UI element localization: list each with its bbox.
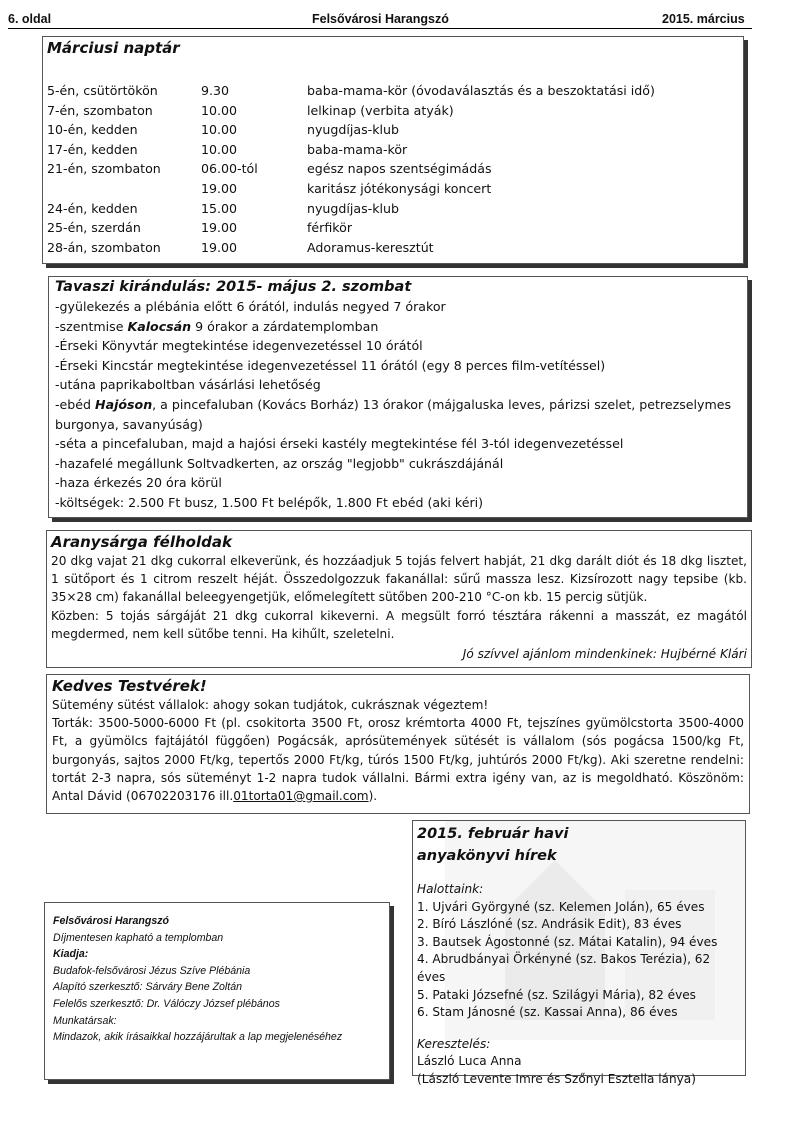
- imprint-line: Mindazok, akik írásaikkal hozzájárultak a lap megjelenéséhez: [53, 1031, 343, 1044]
- header-rule: [8, 28, 752, 29]
- calendar-time: 19.00: [201, 239, 238, 255]
- imprint-line: Díjmentesen kapható a templomban: [53, 931, 224, 944]
- imprint-paper-name: Felsővárosi Harangszó: [53, 915, 169, 927]
- calendar-row: [47, 159, 743, 179]
- calendar-time: 19.00: [201, 220, 238, 236]
- page-number: 6. oldal: [8, 12, 52, 26]
- email-link[interactable]: 01torta01@gmail.com: [233, 789, 369, 804]
- deceased-list: [417, 899, 741, 1022]
- calendar-event: férfikör: [307, 220, 353, 236]
- calendar-day: 24-én, kedden: [47, 200, 138, 216]
- trip-line: -Érseki Kincstár megtekintése idegenvezetéssel 11 órától (egy 8 perces film-vetítéssel): [55, 357, 606, 373]
- recipe-paragraph: Közben: 5 tojás sárgáját 21 dkg cukorral kikeverni. A megsült forró tésztára rákenni a masszát, ez magától megdermed, nem kell sütőbe tenni. Ha kihűlt, szeletelni.: [51, 608, 747, 641]
- calendar-time: 10.00: [201, 122, 238, 138]
- offer-paragraph: [52, 714, 744, 805]
- calendar-title: Márciusi naptár: [47, 39, 180, 57]
- imprint-line: Budafok-felsővárosi Jézus Szíve Plébánia: [53, 964, 251, 977]
- calendar-day: [47, 179, 201, 199]
- calendar-row: [47, 101, 743, 121]
- offer-line: Sütemény sütést vállalok: ahogy sokan tudjátok, cukrásznak végeztem!: [52, 698, 489, 712]
- baptism-parents: (László Levente Imre és Szőnyi Esztella lánya): [417, 1071, 696, 1086]
- calendar-row: [47, 199, 743, 219]
- trip-title: Tavaszi kirándulás: 2015- május 2. szombat: [55, 279, 412, 295]
- recipe-box: [46, 530, 752, 668]
- deceased-item: 2. Bíró Lászlóné (sz. Andrásik Edit), 83 éves: [417, 917, 682, 932]
- calendar-time: 9.30: [201, 83, 230, 98]
- calendar-day: 7-én, szombaton: [47, 102, 153, 118]
- imprint-box: [44, 902, 390, 1080]
- trip-line: -utána paprikaboltban vásárlási lehetőség: [55, 377, 321, 393]
- offer-text: Torták: 3500-5000-6000 Ft (pl. csokitorta 3500 Ft, orosz krémtorta 4000 Ft, tejszínes gyümölcstorta 3500-4000 Ft, a gyümölcs fajtájától függően) Pogácsák, aprósütemények sütését is vállalom (sós pogácsa 1500/kg Ft, burgonyás, sajtos 2000 Ft/kg, tepertős 2000 Ft/kg, túrós 1500 Ft/kg, juhtúrós 2000 Ft/kg). Aki szeretne rendelni: tortát 2-3 napra, sós süteményt 1-2 napra tudok vállalni. Bármi extra igény van, az is megoldható. Köszönöm: Antal Dávid (06702203176 ill.: [52, 716, 744, 804]
- calendar-day: 28-án, szombaton: [47, 239, 161, 255]
- deceased-item: 5. Pataki Józsefné (sz. Szilágyi Mária), 82 éves: [417, 987, 696, 1002]
- trip-text: -szentmise: [55, 318, 128, 334]
- deceased-item: 6. Stam Jánosné (sz. Kassai Anna), 86 éves: [417, 1005, 678, 1020]
- registry-title: 2015. február havi: [417, 826, 569, 842]
- calendar-event: egész napos szentségimádás: [307, 161, 492, 177]
- issue-date: 2015. március: [662, 12, 745, 26]
- calendar-time: 19.00: [201, 180, 238, 196]
- calendar-row: [47, 179, 743, 199]
- trip-place-kalocsa: Kalocsán: [127, 318, 192, 334]
- deceased-item: 4. Abrudbányai Örkényné (sz. Bakos Terézia), 62 éves: [417, 952, 711, 984]
- calendar-day: 5-én, csütörtökön: [47, 83, 158, 98]
- deceased-heading: Halottaink:: [417, 882, 484, 896]
- calendar-event: nyugdíjas-klub: [307, 122, 399, 138]
- calendar-day: 17-én, kedden: [47, 141, 138, 157]
- trip-text: 9 órakor a zárdatemplomban: [191, 318, 379, 334]
- recipe-paragraph: 20 dkg vajat 21 dkg cukorral elkeverünk, és hozzáadjuk 5 tojás felvert habját, 21 dkg darált diót és 18 dkg lisztet, 1 sütőport és 1 citrom reszelt héját. Összedolgozzuk fakanállal: sűrű massza lesz. Kizsírozott nagy tepsibe (kb. 35×28 cm) fakanállal beleegyengetjük, előmelegített sütőben 200-210 °C-on kb. 15 percig sütjük.: [51, 554, 747, 605]
- newspaper-title: Felsővárosi Harangszó: [312, 12, 449, 26]
- recipe-signature: [51, 645, 747, 664]
- trip-line: [55, 317, 741, 337]
- calendar-event: Adoramus-keresztút: [307, 239, 434, 255]
- calendar-event: nyugdíjas-klub: [307, 200, 399, 216]
- imprint-line: Alapító szerkesztő: Sárváry Bene Zoltán: [53, 981, 243, 994]
- signature-text: Jó szívvel ajánlom mindenkinek:: [462, 647, 661, 662]
- calendar-event: karitász jótékonysági koncert: [307, 180, 492, 196]
- calendar-table: [47, 81, 743, 257]
- calendar-time: 15.00: [201, 200, 238, 216]
- registry-subtitle: anyakönyvi hírek: [417, 848, 557, 864]
- deceased-item: 1. Ujvári Györgyné (sz. Kelemen Jolán), 65 éves: [417, 899, 705, 914]
- recipe-title: Aranysárga félholdak: [51, 533, 232, 551]
- registry-news-box: [412, 820, 746, 1086]
- trip-text: -ebéd: [55, 396, 96, 412]
- calendar-time: 06.00-tól: [201, 161, 258, 177]
- trip-line: [55, 395, 741, 434]
- imprint-label: Kiadja:: [53, 948, 89, 961]
- signature-name: Hujbérné Klári: [660, 647, 747, 662]
- trip-line: -Érseki Könyvtár megtekintése idegenvezetéssel 10 órától: [55, 338, 423, 354]
- trip-line: -séta a pincefaluban, majd a hajósi érseki kastély megtekintése fél 3-tól idegenvezetéssel: [55, 436, 624, 452]
- calendar-row: [47, 218, 743, 238]
- baptism-heading: Keresztelés:: [417, 1036, 491, 1051]
- offer-title: Kedves Testvérek!: [52, 677, 207, 695]
- calendar-row: [47, 238, 743, 258]
- calendar-day: 25-én, szerdán: [47, 220, 141, 236]
- imprint-line: Felelős szerkesztő: Dr. Válóczy József plébános: [53, 997, 280, 1010]
- pastry-offer-box: [46, 674, 750, 814]
- calendar-row: [47, 120, 743, 140]
- trip-line: -gyülekezés a plébánia előtt 6 órától, indulás negyed 7 órakor: [55, 299, 446, 314]
- trip-line: -költségek: 2.500 Ft busz, 1.500 Ft belépők, 1.800 Ft ebéd (aki kéri): [55, 494, 484, 510]
- calendar-event: baba-mama-kör (óvodaválasztás és a beszoktatási idő): [307, 83, 655, 98]
- offer-text: ).: [368, 789, 378, 804]
- baptism-name: László Luca Anna: [417, 1054, 522, 1069]
- march-calendar-box: [42, 36, 744, 264]
- calendar-row: [47, 81, 743, 101]
- calendar-event: baba-mama-kör: [307, 141, 408, 157]
- calendar-row: [47, 140, 743, 160]
- trip-text: , a pincefaluban (Kovács Borház) 13 órakor (májgaluska leves, párizsi szelet, petrezselymes burgonya, savanyúság): [55, 396, 732, 432]
- trip-place-hajos: Hajóson: [95, 396, 153, 412]
- deceased-item: 3. Bautsek Ágostonné (sz. Mátai Katalin), 94 éves: [417, 934, 718, 949]
- trip-line: -hazafelé megállunk Soltvadkerten, az ország "legjobb" cukrászdájánál: [55, 455, 504, 471]
- calendar-time: 10.00: [201, 141, 238, 157]
- calendar-event: lelkinap (verbita atyák): [307, 102, 454, 118]
- calendar-day: 21-én, szombaton: [47, 161, 161, 177]
- calendar-day: 10-én, kedden: [47, 122, 138, 138]
- spring-trip-box: [48, 276, 748, 518]
- imprint-line: Munkatársak:: [53, 1014, 117, 1027]
- trip-line: -haza érkezés 20 óra körül: [55, 475, 222, 491]
- calendar-time: 10.00: [201, 102, 238, 118]
